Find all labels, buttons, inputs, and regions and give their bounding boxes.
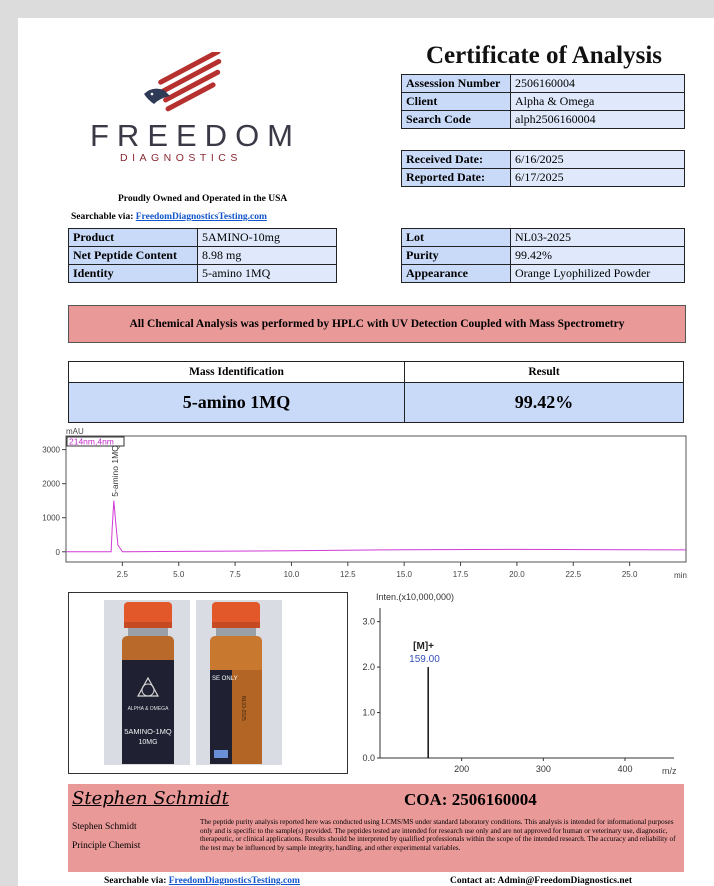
net-peptide-value: 8.98 mg (198, 247, 337, 265)
method-banner: All Chemical Analysis was performed by HPLC with UV Detection Coupled with Mass Spectrometry (68, 305, 686, 343)
ms-y-tick-label: 0.0 (362, 753, 375, 763)
hplc-x-unit: min (674, 571, 687, 580)
net-peptide-label: Net Peptide Content (69, 247, 198, 265)
appearance-value: Orange Lyophilized Powder (511, 265, 685, 283)
product-value: 5AMINO-10mg (198, 229, 337, 247)
product-table (68, 228, 337, 283)
vial-label-dose: 10MG (138, 739, 158, 746)
ms-x-tick-label: 400 (617, 764, 633, 774)
hplc-y-axis (42, 446, 66, 557)
hplc-y-tick-label: 3000 (42, 445, 60, 455)
signer-name: Stephen Schmidt (72, 822, 137, 832)
signature-image: Stephen Schmidt (72, 788, 229, 809)
assession-number-label: Assession Number (402, 75, 511, 93)
hplc-x-tick-label: 20.0 (509, 570, 525, 579)
footer-search-link[interactable]: FreedomDiagnosticsTesting.com (168, 876, 300, 886)
assession-number: 2506160004 (511, 75, 685, 93)
hplc-plot-area (66, 436, 686, 562)
hplc-x-tick-label: 15.0 (396, 570, 412, 579)
hplc-x-tick-label: 2.5 (116, 570, 128, 579)
result-header: Result (405, 362, 684, 383)
disclaimer-text: The peptide purity analysis reported here was conducted using LCMS/MS under standard laboratory conditions. This analysis is intended for informational purposes only and is specific to the sample(s) provided. The peptides tested are intended for research use only and are not approved for human or veterinary use, diagnostic, therapeutic, or clinical applications. Results should be interpreted by qualified professionals within the scope of the intended research. The accuracy and reliability of the test may be influenced by sample integrity, handling, and other experimental variables. (200, 818, 676, 852)
ms-y-tick-label: 2.0 (362, 662, 375, 673)
hplc-y-tick-label: 2000 (42, 479, 60, 489)
mass-id-table (68, 361, 684, 423)
hplc-chromatogram (40, 424, 700, 584)
hplc-peak-label: 5-amino 1MQ (109, 445, 120, 497)
lot-value: NL03-2025 (511, 229, 685, 247)
hplc-x-tick-label: 5.0 (173, 570, 185, 579)
result-value: 99.42% (405, 383, 684, 423)
hplc-x-axis (117, 562, 638, 579)
lot-label: Lot (402, 229, 511, 247)
search-code-value: alph2506160004 (511, 111, 685, 129)
identity-value: 5-amino 1MQ (198, 265, 337, 283)
lot-table (401, 228, 685, 283)
mass-id-header: Mass Identification (69, 362, 405, 383)
reported-date-label: Reported Date: (402, 169, 511, 187)
ms-x-tick-label: 300 (535, 764, 551, 774)
coa-number: COA: 2506160004 (404, 790, 537, 809)
page-title: Certificate of Analysis (425, 42, 663, 69)
logo-wordmark: FREEDOM (90, 118, 301, 153)
hplc-x-tick-label: 25.0 (621, 570, 638, 579)
hplc-y-unit: mAU (66, 427, 84, 436)
ms-y-tick-label: 3.0 (362, 616, 375, 627)
signer-role: Principle Chemist (72, 841, 141, 851)
vial-brand: ALPHA & OMEGA (127, 706, 169, 712)
hplc-x-tick-label: 7.5 (229, 570, 241, 579)
ms-spectrum (356, 588, 686, 778)
ms-x-unit: m/z (662, 766, 677, 776)
logo-flag-icon (140, 52, 240, 114)
identity-label: Identity (69, 265, 198, 283)
footer-contact: Contact at: Admin@FreedomDiagnostics.net (450, 876, 633, 886)
dates-table (401, 150, 685, 187)
hplc-y-tick-label: 1000 (42, 513, 60, 523)
product-label: Product (69, 229, 198, 247)
vial-label-name: 5AMINO-1MQ (124, 727, 172, 736)
purity-value: 99.42% (511, 247, 685, 265)
logo-subtitle: DIAGNOSTICS (120, 152, 242, 164)
client-label: Client (402, 93, 511, 111)
hplc-x-tick-label: 12.5 (340, 570, 356, 579)
searchable-link[interactable]: FreedomDiagnosticsTesting.com (135, 212, 267, 222)
mass-id-value: 5-amino 1MQ (69, 383, 405, 423)
ms-axes (362, 608, 674, 774)
ms-y-tick-label: 1.0 (362, 707, 375, 718)
appearance-label: Appearance (402, 265, 511, 283)
footer-search-label: Searchable via: (104, 876, 169, 886)
vial-side-text: SE ONLY (212, 676, 238, 682)
hplc-y-tick-label: 0 (55, 547, 60, 557)
hplc-channel-label: 214nm,4nm (69, 436, 114, 447)
logo-tagline: Proudly Owned and Operated in the USA (118, 194, 288, 204)
vial-lot-text: NL03-2025 (240, 696, 246, 721)
purity-label: Purity (402, 247, 511, 265)
ms-ion-label: [M]+ (413, 641, 435, 653)
vial-photo (104, 600, 284, 765)
reported-date: 6/17/2025 (511, 169, 685, 187)
hplc-x-tick-label: 22.5 (565, 570, 582, 579)
searchable-line (71, 212, 267, 222)
footer-searchable (104, 876, 300, 886)
ms-peak-label: 159.00 (409, 654, 440, 666)
assession-table (401, 74, 685, 129)
client-value: Alpha & Omega (511, 93, 685, 111)
received-date: 6/16/2025 (511, 151, 685, 169)
searchable-label: Searchable via: (71, 212, 136, 222)
signer-info (72, 818, 140, 856)
ms-y-label: Inten.(x10,000,000) (376, 592, 455, 602)
received-date-label: Received Date: (402, 151, 511, 169)
ms-x-tick-label: 200 (454, 764, 470, 774)
hplc-x-tick-label: 10.0 (283, 570, 300, 579)
hplc-x-tick-label: 17.5 (452, 570, 469, 579)
search-code-label: Search Code (402, 111, 511, 129)
